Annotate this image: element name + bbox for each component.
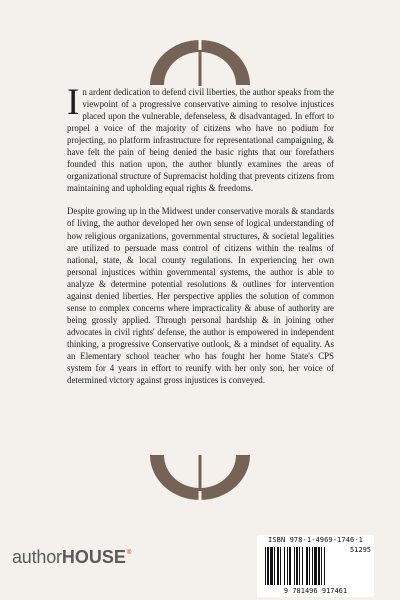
logo-registered-mark: ®	[126, 550, 132, 556]
price-code: 51295	[349, 546, 371, 554]
logo-part-author: author	[12, 547, 62, 567]
barcode	[257, 535, 374, 597]
isbn-label: ISBN 978-1-4969-1746-1	[268, 536, 363, 544]
publisher-logo	[12, 547, 131, 568]
barcode-number: 9 781496 917461	[283, 587, 348, 595]
bottom-ornament	[0, 455, 400, 501]
back-cover-text	[67, 82, 334, 386]
paragraph-1: In ardent dedication to defend civil liberties, the author speaks from the viewpoint of a progressive conservative aiming to resolve injustices placed upon the vulnerable, defenseless, & disadvantaged. In effort to propel a voice of the majority of citizens who have no podium for projecting, no platform infrastructure for representational campaigning, & have felt the pain of being denied the basic rights that our forefathers founded this nation upon, the author bluntly examines the areas of organizational structure of Supremacist holding that prevents citizens from maintaining and upholding equal rights & freedoms.	[67, 82, 334, 194]
top-ornament	[0, 40, 400, 86]
logo-part-house: HOUSE	[61, 547, 126, 567]
barcode-bars	[265, 547, 345, 587]
paragraph-2: Despite growing up in the Midwest under conservative morals & standards of living, the author developed her own sense of logical understanding of how religious organizations, governmental structures, & societal legalities are utilized to persuade mass control of citizens within the realms of national, state, & local county regulations. In experiencing her own personal injustices within governmental systems, the author is able to analyze & determine potential resolutions & outlines for intervention against denied liberties. Her perspective applies the solution of common sense to complex concerns where impracticality & abuse of authority are being grossly applied. Through personal hardship & in joining other advocates in civil rights' defense, the author is empowered in independent thinking, a progressive Conservative outlook, & a mindset of equality. As an Elementary school teacher who has fought her home State's CPS system for 4 years in effort to reunify with her only son, her voice of determined victory against gross injustices is conveyed.	[67, 206, 334, 386]
